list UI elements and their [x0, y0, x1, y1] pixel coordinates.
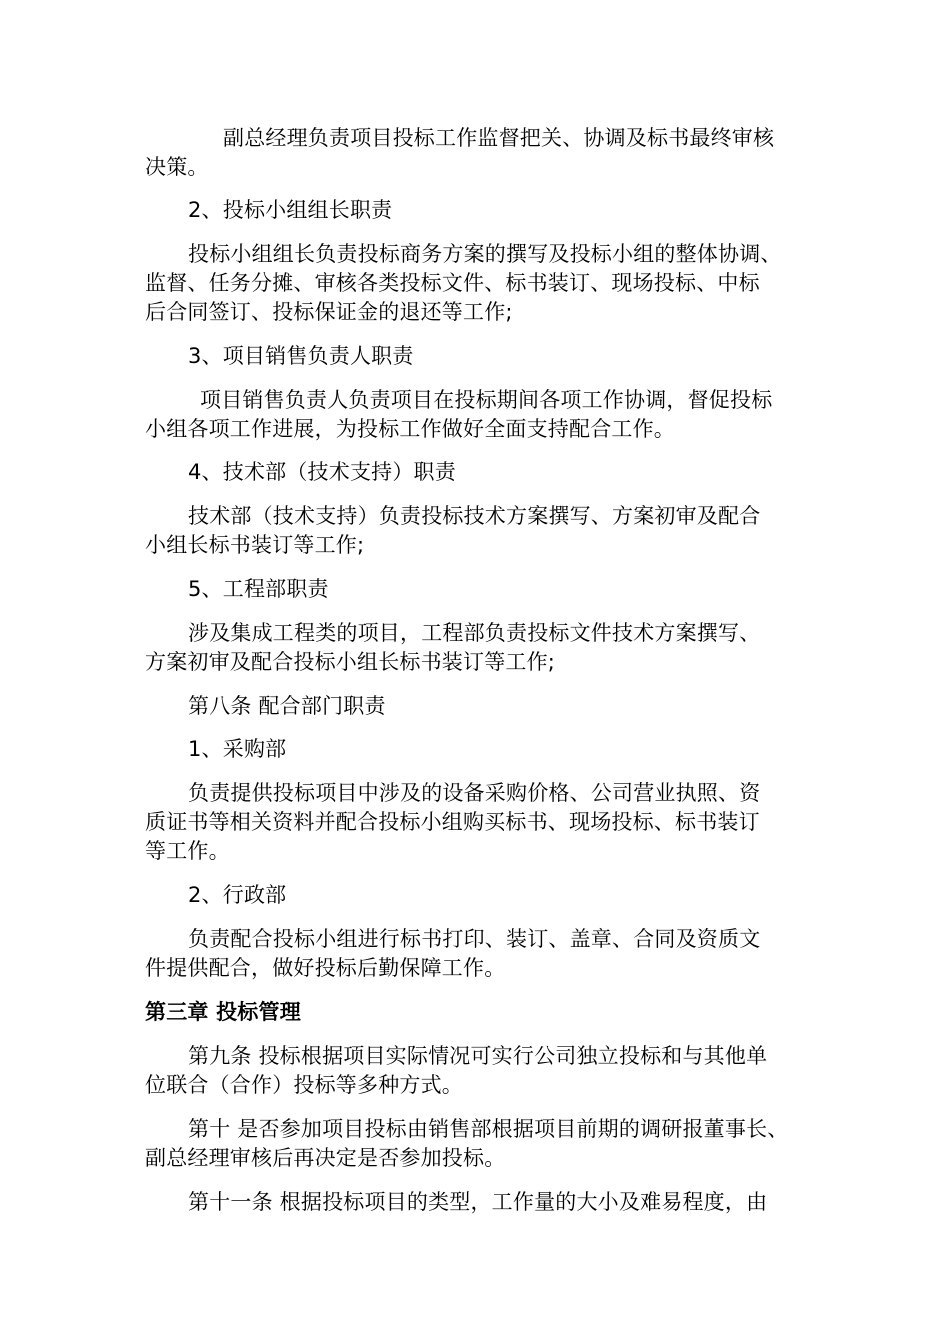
text-line: 质证书等相关资料并配合投标小组购买标书、现场投标、标书装订	[145, 810, 760, 834]
article-heading: 第八条 配合部门职责	[188, 694, 386, 718]
text-line: 小组各项工作进展，为投标工作做好全面支持配合工作。	[145, 417, 675, 441]
text-line: 决策。	[145, 155, 209, 179]
text-line: 后合同签订、投标保证金的退还等工作;	[145, 300, 513, 324]
text-line: 位联合（合作）投标等多种方式。	[145, 1073, 463, 1097]
text-line: 副总经理审核后再决定是否参加投标。	[145, 1146, 506, 1170]
article-text: 第十 是否参加项目投标由销售部根据项目前期的调研报董事长、	[188, 1117, 789, 1141]
section-subheading: 2、行政部	[188, 883, 287, 907]
section-subheading: 2、投标小组组长职责	[188, 198, 393, 222]
text-line: 监督、任务分摊、审核各类投标文件、标书装订、现场投标、中标	[145, 271, 760, 295]
article-text: 第九条 投标根据项目实际情况可实行公司独立投标和与其他单	[188, 1044, 768, 1068]
section-subheading: 1、采购部	[188, 737, 287, 761]
text-line: 项目销售负责人负责项目在投标期间各项工作协调，督促投标	[200, 388, 773, 412]
text-line: 等工作。	[145, 839, 230, 863]
section-subheading: 4、技术部（技术支持）职责	[188, 460, 456, 484]
text-line: 方案初审及配合投标小组长标书装订等工作;	[145, 650, 556, 674]
article-text: 第十一条 根据投标项目的类型，工作量的大小及难易程度，由	[188, 1190, 768, 1214]
chapter-heading: 第三章 投标管理	[145, 1000, 301, 1024]
text-line: 负责配合投标小组进行标书打印、装订、盖章、合同及资质文	[188, 927, 761, 951]
text-line: 小组长标书装订等工作;	[145, 533, 365, 557]
section-subheading: 3、项目销售负责人职责	[188, 344, 414, 368]
text-line: 投标小组组长负责投标商务方案的撰写及投标小组的整体协调、	[188, 242, 782, 266]
text-line: 副总经理负责项目投标工作监督把关、协调及标书最终审核	[223, 126, 775, 150]
text-line: 件提供配合，做好投标后勤保障工作。	[145, 956, 506, 980]
text-line: 涉及集成工程类的项目，工程部负责投标文件技术方案撰写、	[188, 621, 761, 645]
text-line: 技术部（技术支持）负责投标技术方案撰写、方案初审及配合	[188, 504, 761, 528]
text-line: 负责提供投标项目中涉及的设备采购价格、公司营业执照、资	[188, 781, 761, 805]
section-subheading: 5、工程部职责	[188, 577, 329, 601]
